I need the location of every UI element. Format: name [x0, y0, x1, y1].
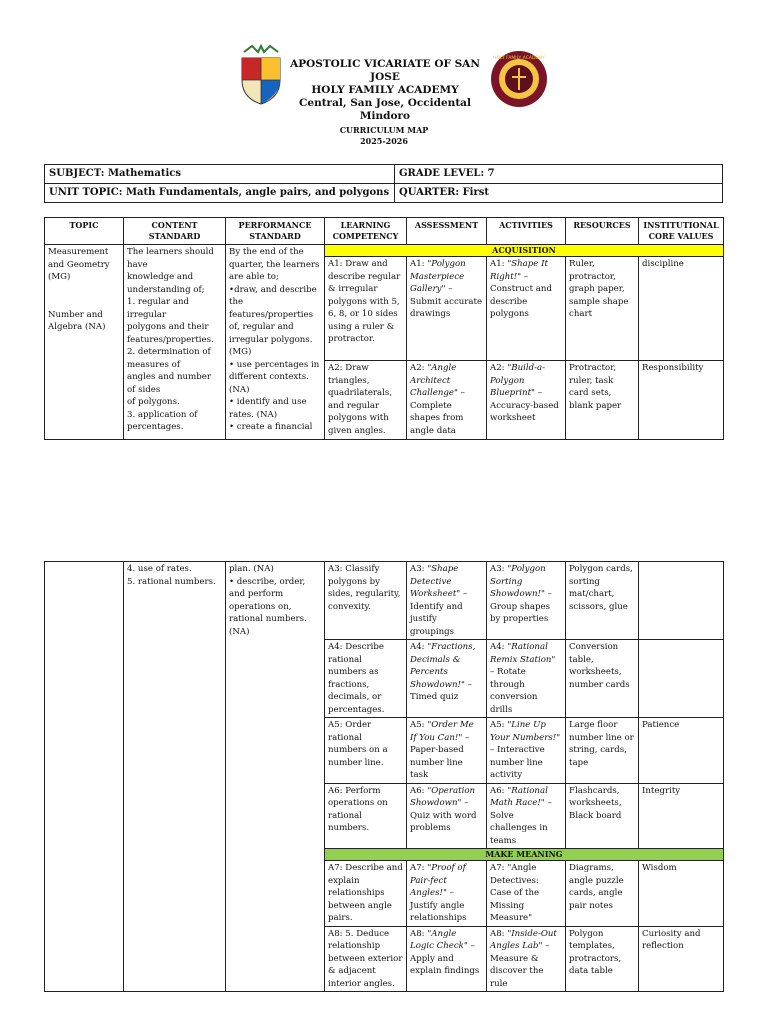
unit-topic-cell: UNIT TOPIC: Math Fundamentals, angle pairs, and polygons [45, 184, 395, 203]
competency-cell: A8: 5. Deduce relationship between exterior & adjacent interior angles. [325, 926, 407, 992]
col-core-values: INSTITUTIONAL CORE VALUES [639, 218, 724, 245]
header-row [45, 218, 724, 245]
activity-cell: A1: "Shape It Right!" – Construct and describe polygons [487, 257, 566, 361]
col-assessment: ASSESSMENT [407, 218, 487, 245]
assessment-cell: A4: "Fractions, Decimals & Percents Showdown!" – Timed quiz [407, 640, 487, 718]
assessment-cell: A2: "Angle Architect Challenge" – Complete shapes from angle data [407, 361, 487, 440]
activity-cell: A5: "Line Up Your Numbers!" – Interactive number line activity [487, 718, 566, 784]
topic-cell [45, 562, 124, 992]
school-name: HOLY FAMILY ACADEMY [311, 84, 459, 96]
assessment-cell: A1: "Polygon Masterpiece Gallery" – Submit accurate drawings [407, 257, 487, 361]
quarter-cell: QUARTER: First [395, 184, 723, 203]
curriculum-table-page1 [44, 217, 724, 440]
performance-standard-cell: By the end of the quarter, the learners are able to; •draw, and describe the features/properties of, regular and irregular polygons. (MG) • use percentages in different contexts. (NA) • identify and use rates. (NA) • create a financial [226, 245, 325, 440]
core-values-cell [639, 640, 724, 718]
competency-cell: A7: Describe and explain relationships between angle pairs. [325, 861, 407, 927]
competency-cell: A3: Classify polygons by sides, regularity, convexity. [325, 562, 407, 640]
resources-cell: Ruler, protractor, graph paper, sample shape chart [566, 257, 639, 361]
make-meaning-band: MAKE MEANING [325, 849, 724, 861]
content-standard-cell: 4. use of rates. 5. rational numbers. [124, 562, 226, 992]
resources-cell: Polygon templates, protractors, data table [566, 926, 639, 992]
competency-cell: A2: Draw triangles, quadrilaterals, and regular polygons with given angles. [325, 361, 407, 440]
core-values-cell: Responsibility [639, 361, 724, 440]
competency-cell: A1: Draw and describe regular & irregular polygons with 5, 6, 8, or 10 sides using a ruler & protractor. [325, 257, 407, 361]
col-activities: ACTIVITIES [487, 218, 566, 245]
col-performance-standard: PERFORMANCE STANDARD [226, 218, 325, 245]
topic-cell: Measurement and Geometry (MG) Number and Algebra (NA) [45, 245, 124, 440]
document-title-block [0, 125, 768, 147]
core-values-cell: Curiosity and reflection [639, 926, 724, 992]
info-row [45, 165, 723, 184]
competency-cell: A5: Order rational numbers on a number line. [325, 718, 407, 784]
assessment-cell: A7: "Proof of Pair-fect Angles!" – Justify angle relationships [407, 861, 487, 927]
core-values-cell: Patience [639, 718, 724, 784]
activity-cell: A7: "Angle Detectives: Case of the Missing Measure" [487, 861, 566, 927]
competency-cell: A4: Describe rational numbers as fractions, decimals, or percentages. [325, 640, 407, 718]
assessment-cell: A6: "Operation Showdown" – Quiz with word problems [407, 783, 487, 849]
seal-lettering: HOLY FAMILY ACADEMY [493, 56, 545, 61]
performance-standard-cell: plan. (NA) • describe, order, and perform operations on, rational numbers. (NA) [226, 562, 325, 992]
activity-cell: A2: "Build-a-Polygon Blueprint" – Accuracy-based worksheet [487, 361, 566, 440]
activity-cell: A4: "Rational Remix Station" – Rotate through conversion drills [487, 640, 566, 718]
activity-cell: A8: "Inside-Out Angles Lab" – Measure & discover the rule [487, 926, 566, 992]
resources-cell: Protractor, ruler, task card sets, blank paper [566, 361, 639, 440]
acquisition-band: ACQUISITION [325, 245, 724, 257]
resources-cell: Polygon cards, sorting mat/chart, scissors, glue [566, 562, 639, 640]
col-topic: TOPIC [45, 218, 124, 245]
school-address: Central, San Jose, Occidental Mindoro [299, 97, 471, 122]
col-content-standard: CONTENT STANDARD [124, 218, 226, 245]
holy-family-academy-seal [490, 50, 548, 108]
vicariate-crest-logo [238, 44, 284, 106]
table-row [45, 562, 724, 640]
core-values-cell [639, 562, 724, 640]
col-learning-competency: LEARNING COMPETENCY [325, 218, 407, 245]
assessment-cell: A3: "Shape Detective Worksheet" – Identify and justify groupings [407, 562, 487, 640]
school-name-block [280, 58, 490, 123]
resources-cell: Conversion table, worksheets, number cards [566, 640, 639, 718]
core-values-cell: Integrity [639, 783, 724, 849]
document-title: CURRICULUM MAP [339, 125, 429, 135]
grade-level-cell: GRADE LEVEL: 7 [395, 165, 723, 184]
activity-cell: A6: "Rational Math Race!" – Solve challenges in teams [487, 783, 566, 849]
info-row [45, 184, 723, 203]
core-values-cell: Wisdom [639, 861, 724, 927]
core-values-cell: discipline [639, 257, 724, 361]
resources-cell: Large floor number line or string, cards, tape [566, 718, 639, 784]
document-header [0, 44, 768, 122]
competency-cell: A6: Perform operations on rational numbers. [325, 783, 407, 849]
table-row [45, 245, 724, 257]
content-standard-cell: The learners should have knowledge and understanding of; 1. regular and irregular polygons and their features/properties. 2. determination of measures of angles and number of sides of polygons. 3. application of percentages. [124, 245, 226, 440]
curriculum-table-page2 [44, 561, 724, 992]
subject-cell: SUBJECT: Mathematics [45, 165, 395, 184]
resources-cell: Diagrams, angle puzzle cards, angle pair notes [566, 861, 639, 927]
course-info-table [44, 164, 723, 203]
vicariate-name: APOSTOLIC VICARIATE OF SAN JOSE [290, 58, 480, 83]
col-resources: RESOURCES [566, 218, 639, 245]
activity-cell: A3: "Polygon Sorting Showdown!" – Group shapes by properties [487, 562, 566, 640]
school-year: 2025-2026 [360, 136, 408, 146]
assessment-cell: A5: "Order Me If You Can!" – Paper-based number line task [407, 718, 487, 784]
assessment-cell: A8: "Angle Logic Check" – Apply and explain findings [407, 926, 487, 992]
resources-cell: Flashcards, worksheets, Black board [566, 783, 639, 849]
